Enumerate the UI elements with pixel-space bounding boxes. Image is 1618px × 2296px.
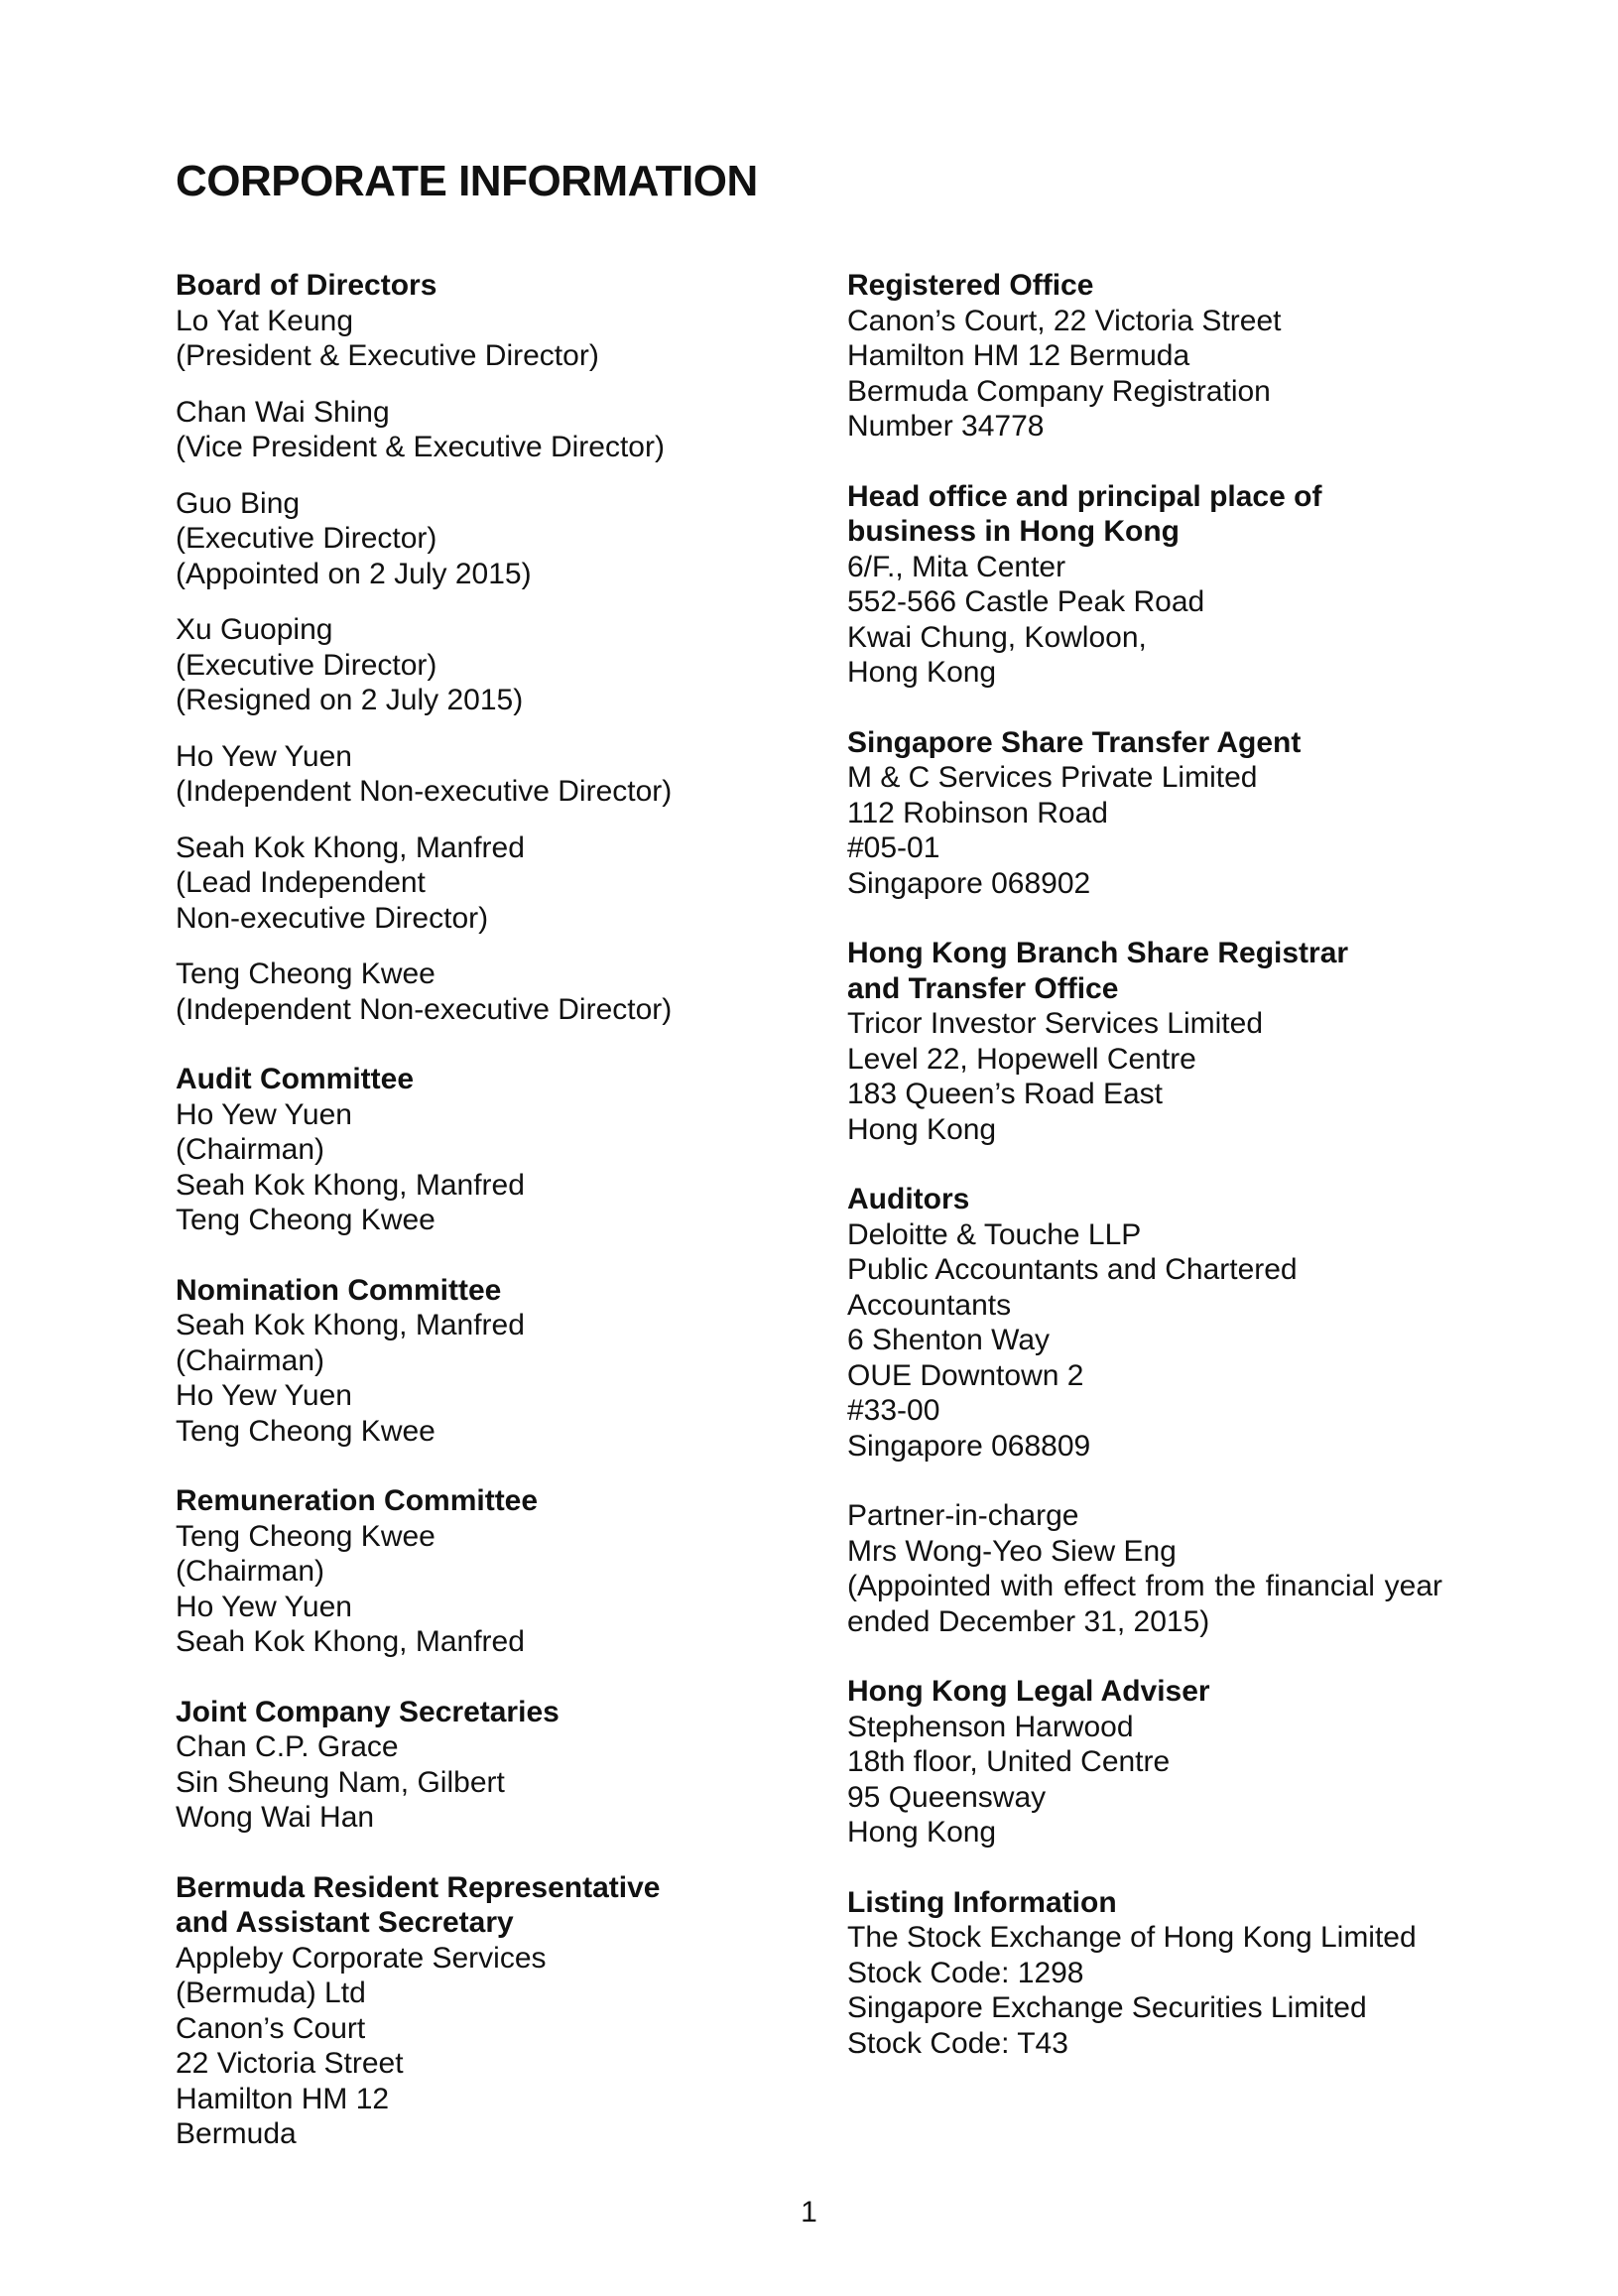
director-name: Seah Kok Khong, Manfred (176, 830, 525, 864)
director-name: Teng Cheong Kwee (176, 957, 436, 990)
list-item: Ho Yew Yuen (176, 1590, 352, 1623)
section-title: Auditors (847, 1183, 970, 1215)
listing-line: Stock Code: 1298 (847, 1956, 1084, 1989)
director-name: Guo Bing (176, 486, 301, 520)
director-role: (Executive Director) (176, 522, 437, 555)
list-item: Teng Cheong Kwee (176, 1519, 436, 1553)
registered-office-section (847, 268, 1442, 445)
address-line: 552-566 Castle Peak Road (847, 585, 1205, 618)
address-line: Accountants (847, 1288, 1012, 1322)
address-line: Tricor Investor Services Limited (847, 1007, 1264, 1040)
address-line: Stephenson Harwood (847, 1710, 1134, 1743)
director-role: (Independent Non-executive Director) (176, 992, 673, 1026)
director-entry (176, 612, 691, 718)
list-item: (Chairman) (176, 1555, 325, 1588)
address-line: Singapore 068809 (847, 1429, 1091, 1463)
partner-appointment-note: (Appointed with effect from the financial year ended December 31, 2015) (847, 1570, 1442, 1638)
director-role: (President & Executive Director) (176, 339, 599, 372)
list-item: Seah Kok Khong, Manfred (176, 1309, 525, 1341)
director-entry (176, 957, 691, 1027)
director-note: (Appointed on 2 July 2015) (176, 557, 532, 590)
list-item: Sin Sheung Nam, Gilbert (176, 1765, 505, 1799)
director-role: (Executive Director) (176, 648, 437, 682)
address-line: Appleby Corporate Services (176, 1941, 547, 1975)
address-line: Bermuda (176, 2117, 297, 2150)
nomination-committee-section (176, 1273, 691, 1450)
section-title: Audit Committee (176, 1063, 414, 1095)
address-line: Hong Kong (847, 1816, 997, 1849)
list-item: Seah Kok Khong, Manfred (176, 1625, 525, 1658)
page-number: 1 (801, 2196, 817, 2229)
director-entry (176, 304, 691, 374)
list-item: Chan C.P. Grace (176, 1730, 399, 1763)
list-item: Seah Kok Khong, Manfred (176, 1168, 525, 1202)
right-column (847, 268, 1442, 2096)
director-role: (Lead Independent (176, 866, 426, 899)
director-entry (176, 486, 691, 592)
address-line: Level 22, Hopewell Centre (847, 1042, 1196, 1076)
section-title: Hong Kong Branch Share Registrar and Transfer Office (847, 937, 1349, 1005)
director-note: (Resigned on 2 July 2015) (176, 684, 524, 716)
section-title: Hong Kong Legal Adviser (847, 1675, 1210, 1708)
joint-company-secretaries-section (176, 1695, 691, 1836)
partner-name: Mrs Wong-Yeo Siew Eng (847, 1534, 1177, 1568)
address-line: #05-01 (847, 831, 940, 864)
section-title: Nomination Committee (176, 1273, 502, 1307)
address-line: Singapore 068902 (847, 866, 1091, 900)
address-line: (Bermuda) Ltd (176, 1977, 366, 2009)
listing-line: Stock Code: T43 (847, 2026, 1068, 2060)
list-item: Teng Cheong Kwee (176, 1204, 436, 1236)
hong-kong-share-registrar-section (847, 936, 1442, 1147)
hong-kong-legal-adviser-section (847, 1674, 1442, 1850)
director-entry (176, 739, 691, 810)
auditors-section (847, 1182, 1442, 1464)
address-line: Hamilton HM 12 Bermuda (847, 339, 1190, 372)
list-item: Ho Yew Yuen (176, 1097, 352, 1131)
page-title: CORPORATE INFORMATION (176, 157, 758, 205)
list-item: (Chairman) (176, 1343, 325, 1377)
listing-information-section (847, 1885, 1442, 2062)
list-item: (Chairman) (176, 1133, 325, 1166)
audit-partner-section (847, 1498, 1442, 1639)
section-title: Registered Office (847, 269, 1094, 302)
section-title: Head office and principal place of business in Hong Kong (847, 479, 1322, 548)
address-line: Kwai Chung, Kowloon, (847, 620, 1147, 654)
address-line: Public Accountants and Chartered (847, 1253, 1298, 1286)
director-name: Chan Wai Shing (176, 395, 390, 429)
address-line: Hong Kong (847, 656, 997, 689)
section-title: Listing Information (847, 1885, 1117, 1919)
address-line: 18th floor, United Centre (847, 1745, 1171, 1778)
list-item: Ho Yew Yuen (176, 1379, 352, 1412)
director-role: (Vice President & Executive Director) (176, 431, 665, 463)
section-title: Joint Company Secretaries (176, 1695, 560, 1728)
address-line: Number 34778 (847, 410, 1045, 443)
address-line: M & C Services Private Limited (847, 761, 1258, 794)
section-title: Remuneration Committee (176, 1484, 539, 1517)
list-item: Wong Wai Han (176, 1801, 375, 1834)
address-line: Bermuda Company Registration (847, 374, 1271, 408)
section-title: Bermuda Resident Representative and Assistant Secretary (176, 1870, 661, 1939)
listing-line: The Stock Exchange of Hong Kong Limited (847, 1921, 1417, 1954)
address-line: 95 Queensway (847, 1780, 1047, 1814)
address-line: Deloitte & Touche LLP (847, 1217, 1142, 1251)
address-line: #33-00 (847, 1394, 940, 1427)
singapore-share-transfer-agent-section (847, 725, 1442, 902)
section-title: Board of Directors (176, 269, 437, 302)
address-line: Canon’s Court (176, 2011, 366, 2045)
head-office-section (847, 479, 1442, 691)
address-line: Canon’s Court, 22 Victoria Street (847, 304, 1282, 337)
director-role: Non-executive Director) (176, 901, 489, 935)
director-entry (176, 395, 691, 465)
audit-committee-section (176, 1062, 691, 1238)
address-line: 22 Victoria Street (176, 2047, 404, 2080)
address-line: 112 Robinson Road (847, 796, 1108, 829)
address-line: 183 Queen’s Road East (847, 1078, 1164, 1110)
section-title: Singapore Share Transfer Agent (847, 725, 1302, 759)
bermuda-resident-representative-section (176, 1870, 691, 2152)
address-line: 6/F., Mita Center (847, 550, 1066, 583)
director-role: (Independent Non-executive Director) (176, 775, 673, 808)
remuneration-committee-section (176, 1483, 691, 1660)
listing-line: Singapore Exchange Securities Limited (847, 1991, 1367, 2024)
list-item: Teng Cheong Kwee (176, 1414, 436, 1448)
board-of-directors-section (176, 268, 691, 1027)
address-line: OUE Downtown 2 (847, 1358, 1084, 1392)
address-line: Hong Kong (847, 1112, 997, 1146)
director-entry (176, 830, 691, 937)
director-name: Xu Guoping (176, 613, 333, 646)
left-column (176, 268, 691, 2187)
director-name: Ho Yew Yuen (176, 739, 352, 773)
address-line: 6 Shenton Way (847, 1324, 1051, 1356)
director-name: Lo Yat Keung (176, 304, 354, 337)
partner-label: Partner-in-charge (847, 1499, 1079, 1532)
address-line: Hamilton HM 12 (176, 2082, 390, 2115)
